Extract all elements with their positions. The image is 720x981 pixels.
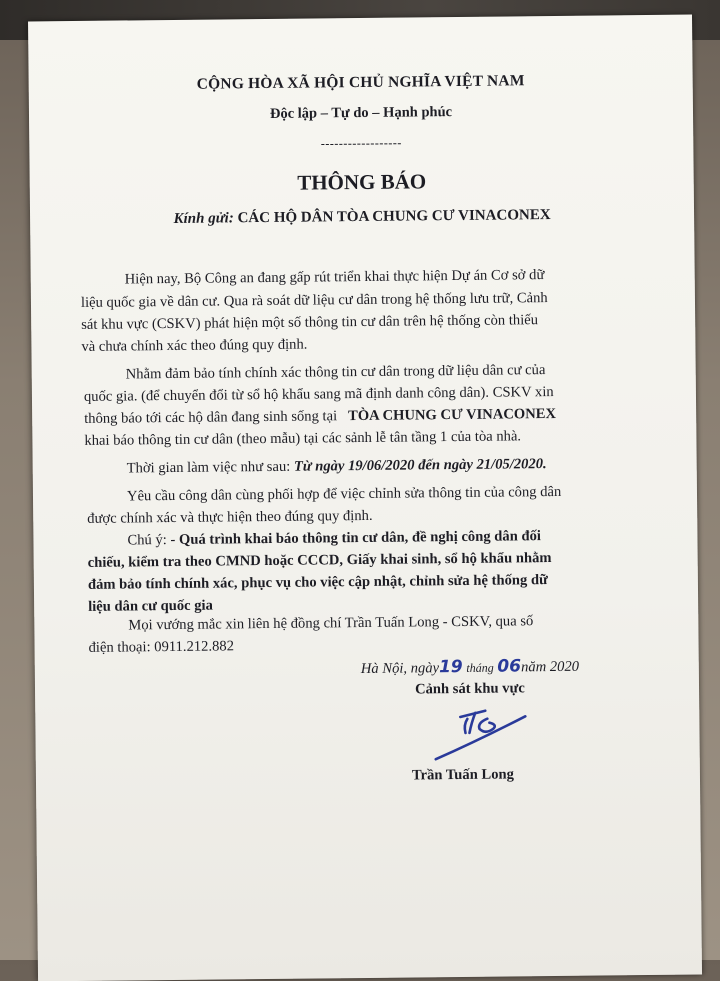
contact-line1: Mọi vướng mắc xin liên hệ đồng chí Trần Tuấn Long - CSKV, qua số: [128, 613, 534, 634]
paragraph2-line2: quốc gia. (để chuyển đổi từ sổ hộ khẩu sang mã định danh công dân). CSKV xin: [83, 383, 554, 405]
building-name: TÒA CHUNG CƯ VINACONEX: [347, 405, 557, 425]
schedule-prefix: Thời gian làm việc như sau:: [126, 458, 294, 477]
recipient-name: CÁC HỘ DÂN TÒA CHUNG CƯ VINACONEX: [237, 207, 551, 227]
note-line2: chiếu, kiểm tra theo CMND hoặc CCCD, Giấy khai sinh, sổ hộ khẩu nhằm: [87, 550, 552, 571]
schedule-value: Từ ngày 19/06/2020 đến ngày 21/05/2020.: [293, 456, 547, 475]
note-line1: [127, 529, 541, 548]
heading-divider: ------------------: [320, 135, 402, 151]
contact-phone: điện thoại: 0911.212.882: [88, 638, 235, 656]
signer-name: Trần Tuấn Long: [411, 766, 514, 784]
handwritten-month: 06: [497, 656, 522, 677]
paragraph2-line3: [84, 407, 556, 427]
paragraph3-line2: được chính xác và thực hiện theo đúng quy định.: [87, 507, 373, 527]
place-date-prefix: Hà Nội, ngày: [360, 660, 440, 678]
notice-title: THÔNG BÁO: [297, 169, 427, 195]
paragraph1-line4: và chưa chính xác theo đúng quy định.: [81, 336, 308, 355]
paragraph1-line3: sát khu vực (CSKV) phát hiện một số thông tin cư dân trên hệ thống còn thiếu: [81, 312, 539, 333]
note-line3: đảm bảo tính chính xác, phục vụ cho việc cập nhật, chỉnh sửa hệ thống dữ: [87, 572, 548, 593]
motto-heading: Độc lập – Tự do – Hạnh phúc: [269, 104, 453, 122]
paragraph2-line4: khai báo thông tin cư dân (theo mẫu) tại các sảnh lễ tân tầng 1 của tòa nhà.: [84, 428, 522, 449]
handwritten-signature: [427, 696, 538, 767]
notice-paper: [28, 15, 702, 981]
paragraph2-line3-text: thông báo tới các hộ dân đang sinh sống tại: [84, 408, 338, 427]
place-date-line: [361, 656, 579, 678]
signer-role: Cảnh sát khu vực: [414, 680, 525, 698]
paragraph2-line1: Nhằm đảm bảo tính chính xác thông tin cư dân trong dữ liệu dân cư của: [125, 362, 546, 383]
schedule-line: [127, 457, 547, 476]
paragraph3-line1: Yêu cầu công dân cùng phối hợp để việc chỉnh sửa thông tin của công dân: [126, 483, 562, 505]
recipient-line: [30, 206, 694, 230]
recipient-prefix: Kính gửi:: [173, 210, 238, 227]
month-label: tháng: [466, 660, 494, 675]
note-line4: liệu dân cư quốc gia: [88, 597, 213, 615]
year-label: năm 2020: [520, 658, 580, 676]
note-text-1: - Quá trình khai báo thông tin cư dân, đề nghị công dân đối: [170, 528, 541, 549]
handwritten-day: 19: [438, 656, 463, 678]
note-prefix: Chú ý:: [127, 532, 171, 549]
paragraph1-line1: Hiện nay, Bộ Công an đang gấp rút triển khai thực hiện Dự án Cơ sở dữ: [124, 267, 545, 288]
paragraph1-line2: liệu quốc gia về dân cư. Qua rà soát dữ liệu cư dân trong hệ thống lưu trữ, Cảnh: [80, 290, 548, 311]
country-heading: CỘNG HÒA XÃ HỘI CHỦ NGHĨA VIỆT NAM: [196, 72, 525, 93]
